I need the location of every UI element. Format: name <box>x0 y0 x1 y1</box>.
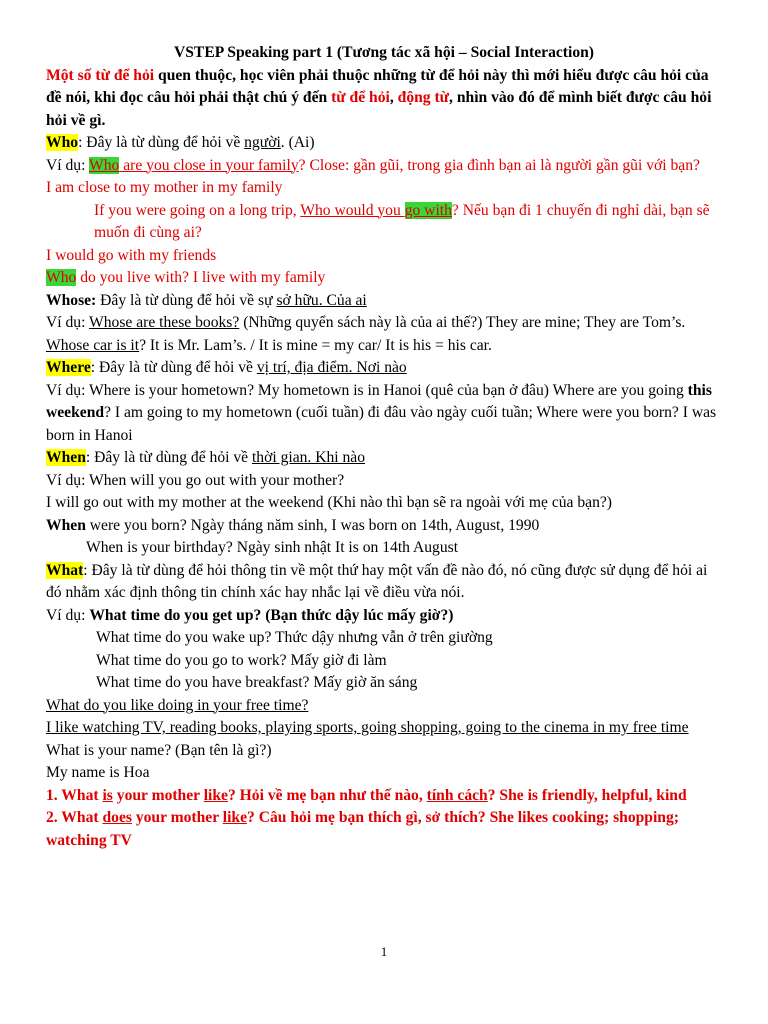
free-time-question: What do you like doing in your free time? <box>46 696 309 714</box>
when-answer: I will go out with my mother at the weekend (Khi nào thì bạn sẽ ra ngoài với mẹ của bạn?) <box>46 494 612 511</box>
what-example: Ví dụ: What time do you get up? (Bạn thức dậy lúc mấy giờ?) <box>46 606 454 624</box>
who-definition: Who: Đây là từ dùng để hỏi về người. (Ai) <box>46 134 315 151</box>
whose-heading: Whose: <box>46 291 97 309</box>
whose-definition: Whose: Đây là từ dùng để hỏi về sự sở hữu. Của ai <box>46 291 367 309</box>
document-title: VSTEP Speaking part 1 (Tương tác xã hội – Social Interaction) <box>174 44 594 61</box>
numbered-item-2: 2. What does your mother like? Câu hỏi mẹ bạn thích gì, sở thích? She likes cooking; shopping; watching TV <box>46 809 679 849</box>
who-question-3: Who do you live with? I live with my family <box>46 269 326 286</box>
where-definition: Where: Đây là từ dùng để hỏi về vị trí, địa điểm. Nơi nào <box>46 359 407 376</box>
who-heading: Who <box>46 134 79 151</box>
who-example: Ví dụ: Who are you close in your family? Close: gần gũi, trong gia đình bạn ai là người gần gũi với bạn? <box>46 156 700 174</box>
who-answer-2: I would go with my friends <box>46 246 217 264</box>
intro-paragraph: Một số từ để hỏi quen thuộc, học viên phải thuộc những từ để hỏi này thì mới hiểu được câu hỏi của đề nói, khi đọc câu hỏi phải thật chú ý đến từ để hỏi, động từ, nhìn vào đó để mình biết được câu hỏi hỏi về gì. <box>46 66 712 129</box>
what-sub-3: What time do you have breakfast? Mấy giờ ăn sáng <box>96 674 418 691</box>
name-answer: My name is Hoa <box>46 764 150 781</box>
who-question-2: If you were going on a long trip, Who would you go with? Nếu bạn đi 1 chuyến đi nghỉ dài, bạn sẽ muốn đi cùng ai? <box>94 201 710 241</box>
whose-example: Ví dụ: Whose are these books? (Những quyển sách này là của ai thế?) They are mine; They are Tom’s. <box>46 314 686 331</box>
where-heading: Where <box>46 359 91 376</box>
whose-example-2: Whose car is it? It is Mr. Lam’s. / It is mine = my car/ It is his = his car. <box>46 336 492 354</box>
intro-keyword: Một số từ để hỏi <box>46 66 155 84</box>
what-definition: What: Đây là từ dùng để hỏi thông tin về một thứ hay một vấn đề nào đó, nó cũng được sử dụng để hỏi ai đó nhằm xác định thông tin chính xác hay nhắc lại về điều vừa nói. <box>46 561 708 601</box>
free-time-answer: I like watching TV, reading books, playing sports, going shopping, going to the cinema in my free time <box>46 719 689 736</box>
when-definition: When: Đây là từ dùng để hỏi về thời gian. Khi nào <box>46 449 366 466</box>
numbered-item-1: 1. What is your mother like? Hỏi về mẹ bạn như thế nào, tính cách? She is friendly, helpful, kind <box>46 786 687 804</box>
what-sub-2: What time do you go to work? Mấy giờ đi làm <box>96 651 387 669</box>
where-example: Ví dụ: Where is your hometown? My hometown is in Hanoi (quê của bạn ở đâu) Where are you going this weekend? I am going to my hometown (cuối tuần) đi đâu vào ngày cuối tuần; Where were you born? I was born in Hanoi <box>46 381 717 444</box>
what-sub-1: What time do you wake up? Thức dậy nhưng vẫn ở trên giường <box>96 629 493 646</box>
when-heading: When <box>46 449 86 466</box>
who-answer-1: I am close to my mother in my family <box>46 179 283 196</box>
name-question: What is your name? (Bạn tên là gì?) <box>46 741 272 759</box>
when-example: Ví dụ: When will you go out with your mother? <box>46 471 345 489</box>
what-heading: What <box>46 561 84 579</box>
when-birthday: When is your birthday? Ngày sinh nhật It is on 14th August <box>86 539 459 556</box>
when-born: When were you born? Ngày tháng năm sinh, I was born on 14th, August, 1990 <box>46 516 540 534</box>
page-number: 1 <box>380 944 388 959</box>
document-page <box>46 42 722 852</box>
